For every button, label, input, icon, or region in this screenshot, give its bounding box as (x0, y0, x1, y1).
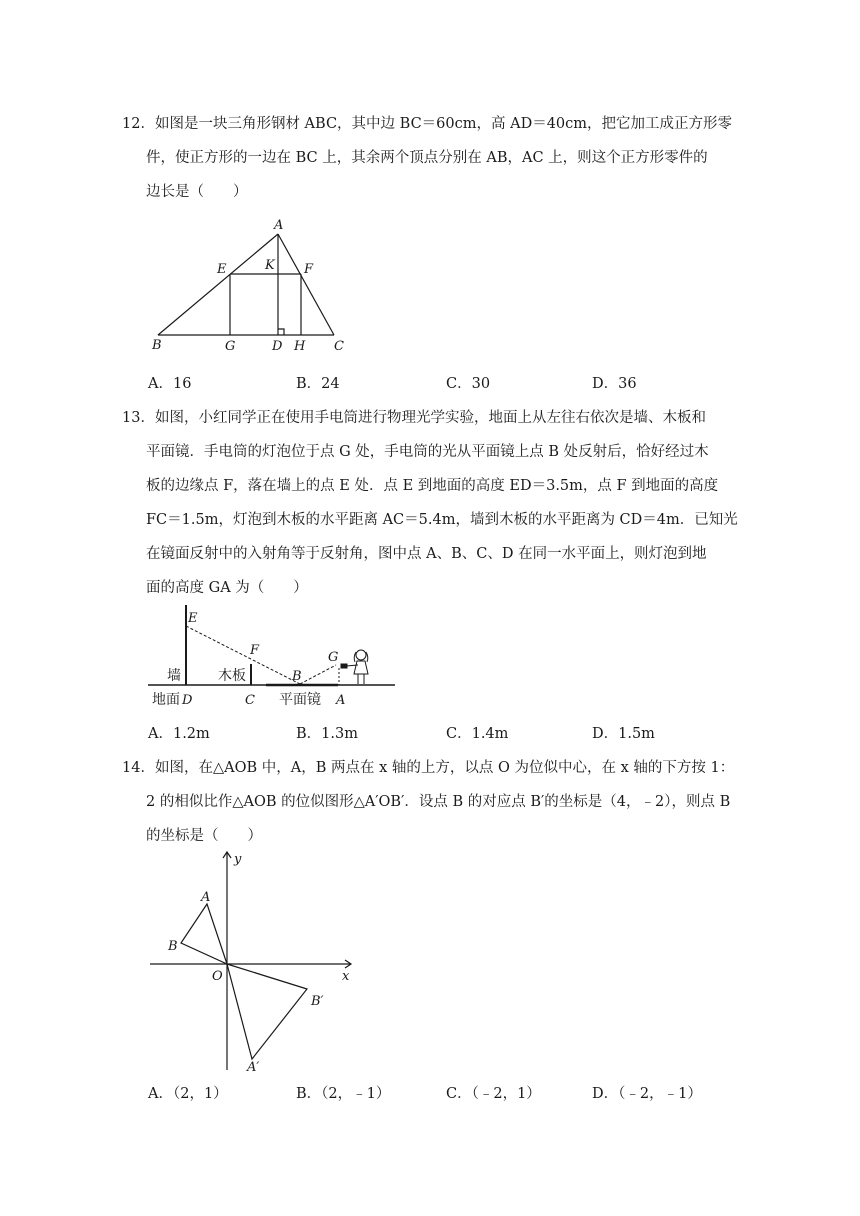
q13-option-d[interactable]: D．1.5m (592, 726, 655, 742)
q14-line-3: 的坐标是（ ） (146, 828, 262, 844)
q14-option-a[interactable]: A．（2，1） (148, 1086, 228, 1102)
label-y: y (234, 852, 242, 867)
q13-line-5: 在镜面反射中的入射角等于反射角，图中点 A、B、C、D 在同一水平面上，则灯泡到地 (146, 546, 707, 562)
q14-figure (148, 846, 368, 1075)
label-ground: 地面 (152, 692, 180, 708)
label-f: F (304, 262, 314, 277)
q14-line-1: 14．如图，在△AOB 中，A，B 两点在 x 轴的上方，以点 O 为位似中心，在 x 轴的下方按 1： (122, 760, 735, 776)
q13-line-1: 13．如图，小红同学正在使用手电筒进行物理光学实验，地面上从左往右依次是墙、木板和 (122, 410, 706, 426)
label-x: x (342, 969, 350, 984)
triangle-a-prime-ob-prime (227, 964, 307, 1059)
label-b: B (168, 939, 178, 954)
label-o: O (212, 969, 223, 984)
label-mirror: 平面镜 (279, 692, 321, 708)
q12-line-2: 件，使正方形的一边在 BC 上，其余两个顶点分别在 AB，AC 上，则这个正方形零件的 (146, 150, 708, 166)
q13-option-a[interactable]: A．1.2m (148, 726, 210, 742)
label-d: D (182, 693, 193, 708)
label-f: F (250, 643, 260, 658)
q14-option-d[interactable]: D．（﹣2，﹣1） (592, 1086, 702, 1102)
q13-option-b[interactable]: B．1.3m (296, 726, 358, 742)
label-a: A (201, 890, 211, 905)
q13-line-2: 平面镜．手电筒的灯泡位于点 G 处，手电筒的光从平面镜上点 B 处反射后，恰好经过木 (146, 444, 709, 460)
q14-line-2: 2 的相似比作△AOB 的位似图形△A′OB′．设点 B 的对应点 B′的坐标是（4，﹣2），则点 B (146, 794, 731, 810)
q13-line-6: 面的高度 GA 为（ ） (146, 580, 308, 596)
q13-line-4: FC＝1.5m，灯泡到木板的水平距离 AC＝5.4m，墙到木板的水平距离为 CD＝4m．已知光 (146, 512, 738, 528)
label-b: B (292, 669, 302, 684)
label-k: K (265, 258, 275, 273)
q13-option-c[interactable]: C．1.4m (446, 726, 509, 742)
label-c: C (334, 339, 344, 354)
label-a: A (336, 693, 346, 708)
q12-option-a[interactable]: A．16 (148, 376, 192, 392)
line-ab (158, 234, 278, 335)
label-g: G (225, 339, 236, 354)
label-a-prime: A′ (247, 1060, 260, 1075)
q12-figure (148, 218, 368, 358)
triangle-aob (181, 904, 227, 964)
q14-option-b[interactable]: B．（2，﹣1） (296, 1086, 391, 1102)
q13-line-3: 板的边缘点 F，落在墙上的点 E 处．点 E 到地面的高度 ED＝3.5m，点 F 到地面的高度 (146, 478, 719, 494)
girl-icon (341, 650, 368, 684)
incident-ray (300, 665, 336, 684)
label-b-prime: B′ (311, 994, 324, 1009)
label-a: A (274, 218, 284, 233)
label-wall: 墙 (167, 668, 181, 684)
q13-figure (148, 602, 408, 712)
line-ac (278, 234, 334, 335)
q12-option-c[interactable]: C．30 (446, 376, 491, 392)
label-b: B (152, 338, 162, 353)
label-e: E (188, 611, 198, 626)
label-e: E (217, 262, 227, 277)
label-g: G (328, 650, 339, 665)
q12-line-1: 12．如图是一块三角形钢材 ABC，其中边 BC＝60cm，高 AD＝40cm，把它加工成正方形零 (122, 116, 733, 132)
q14-option-c[interactable]: C．（﹣2，1） (446, 1086, 541, 1102)
label-c: C (245, 693, 255, 708)
q12-option-b[interactable]: B．24 (296, 376, 340, 392)
q12-line-3: 边长是（ ） (146, 184, 248, 200)
label-d: D (272, 339, 283, 354)
right-angle-mark (278, 329, 284, 335)
label-h: H (294, 339, 306, 354)
q12-option-d[interactable]: D．36 (592, 376, 637, 392)
label-board: 木板 (218, 668, 246, 684)
